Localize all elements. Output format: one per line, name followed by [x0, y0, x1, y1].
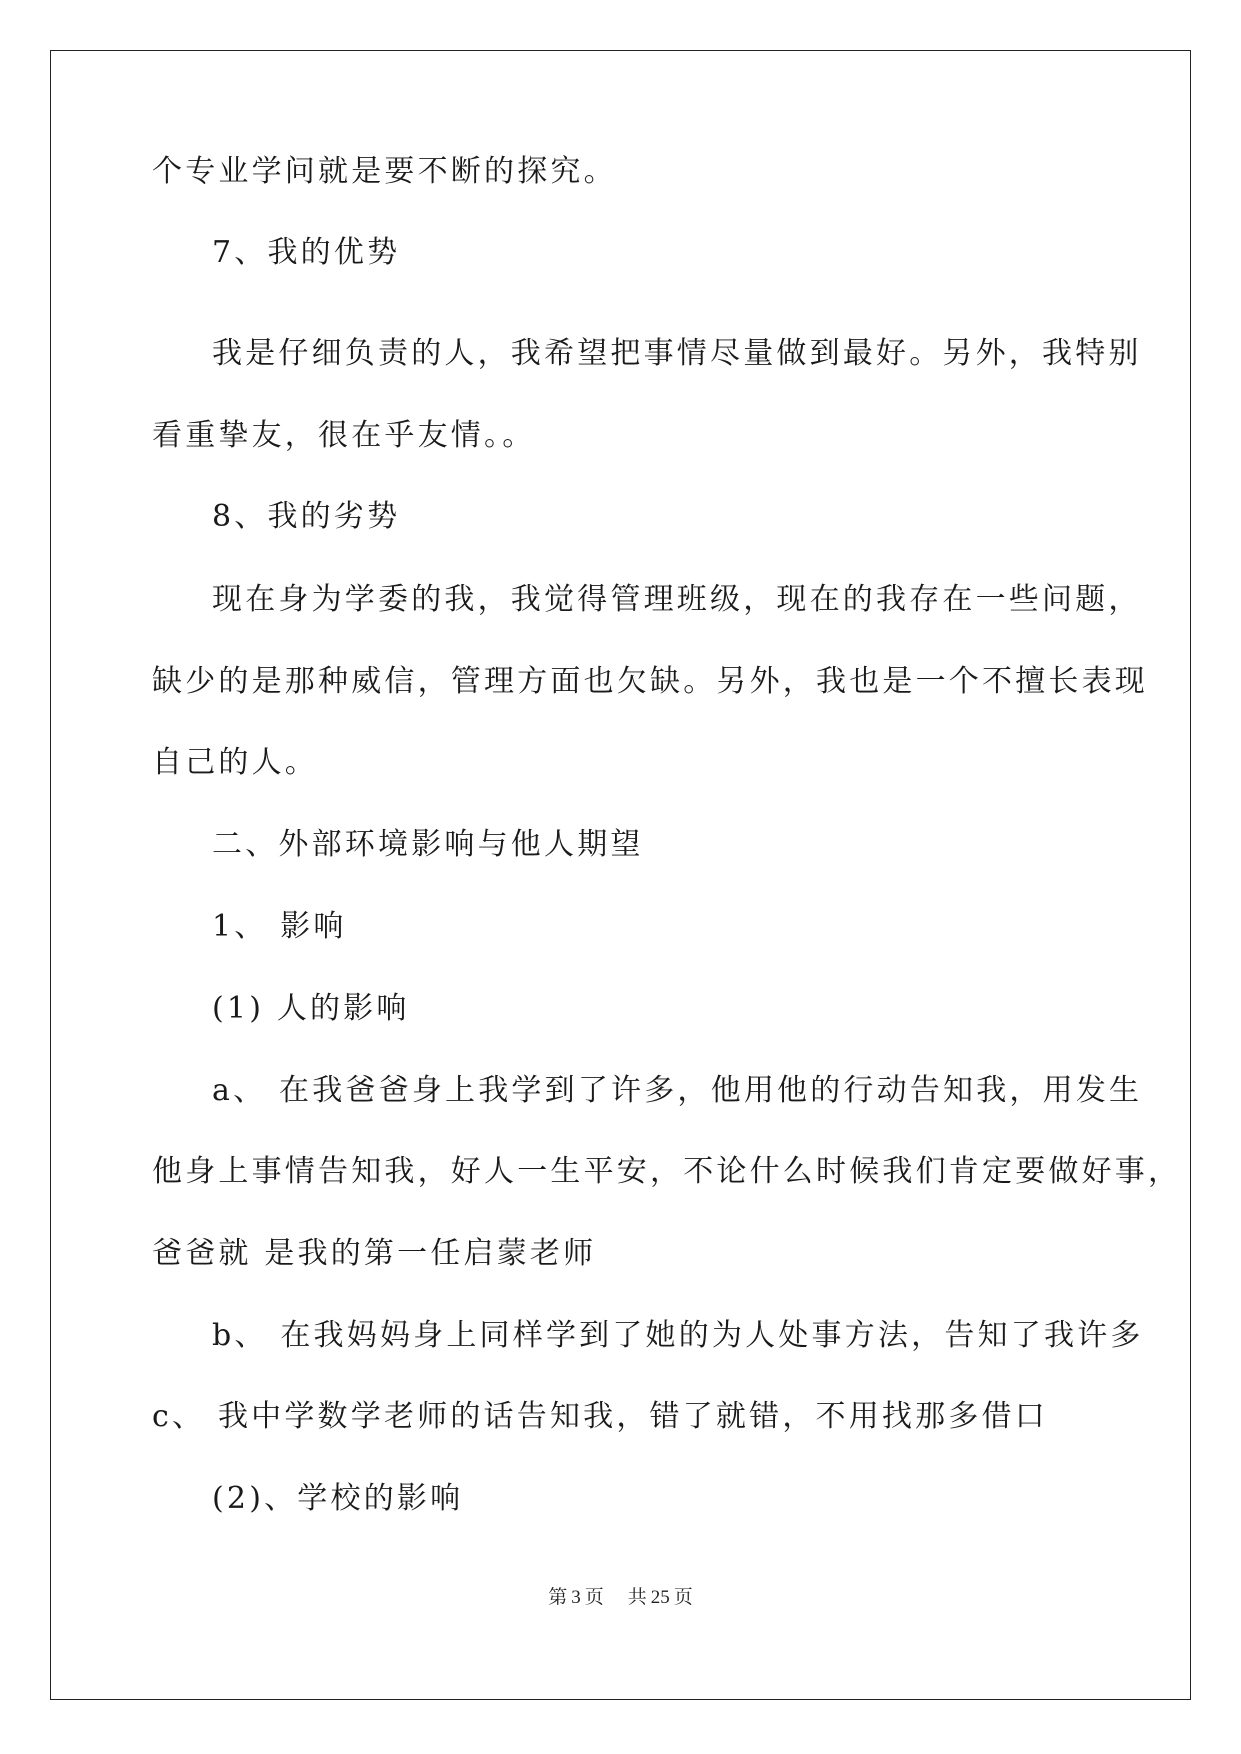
footer-page-prefix: 第: [548, 1587, 568, 1608]
footer-total-suffix: 页: [673, 1587, 693, 1608]
section-heading-external: 二、外部环境影响与他人期望: [212, 827, 644, 862]
text-line-16: c、 我中学数学老师的话告知我，错了就错，不用找那多借口: [152, 1399, 1048, 1434]
footer-page-suffix: 页: [584, 1587, 604, 1608]
text-line-13: 他身上事情告知我，好人一生平安，不论什么时候我们肯定要做好事，: [152, 1154, 1182, 1189]
text-line-4: 看重挚友，很在乎友情。。: [152, 418, 536, 453]
text-line-12: a、 在我爸爸身上我学到了许多，他用他的行动告知我，用发生: [212, 1073, 1143, 1108]
subheading-people: (1) 人的影响: [212, 991, 410, 1026]
page-footer: [0, 1582, 1241, 1609]
subheading-school: (2)、学校的影响: [212, 1481, 464, 1516]
footer-total-pages: 25: [650, 1587, 670, 1608]
text-line-8: 自己的人。: [152, 745, 318, 780]
text-line-15: b、 在我妈妈身上同样学到了她的为人处事方法，告知了我许多: [212, 1318, 1144, 1353]
subheading-influence: 1、 影响: [212, 909, 347, 944]
section-heading-strengths: 7、我的优势: [212, 235, 401, 270]
text-line-1: 个专业学问就是要不断的探究。: [152, 154, 617, 189]
footer-total-prefix: 共: [627, 1587, 647, 1608]
page-frame: [50, 50, 1191, 1700]
text-line-14: 爸爸就 是我的第一任启蒙老师: [152, 1236, 597, 1271]
text-line-3: 我是仔细负责的人，我希望把事情尽量做到最好。另外，我特别: [212, 336, 1142, 371]
text-line-6: 现在身为学委的我，我觉得管理班级，现在的我存在一些问题，: [212, 582, 1142, 617]
section-heading-weaknesses: 8、我的劣势: [212, 499, 401, 534]
text-line-7: 缺少的是那种威信，管理方面也欠缺。另外，我也是一个不擅长表现: [152, 664, 1148, 699]
footer-page-number: 3: [571, 1587, 581, 1608]
